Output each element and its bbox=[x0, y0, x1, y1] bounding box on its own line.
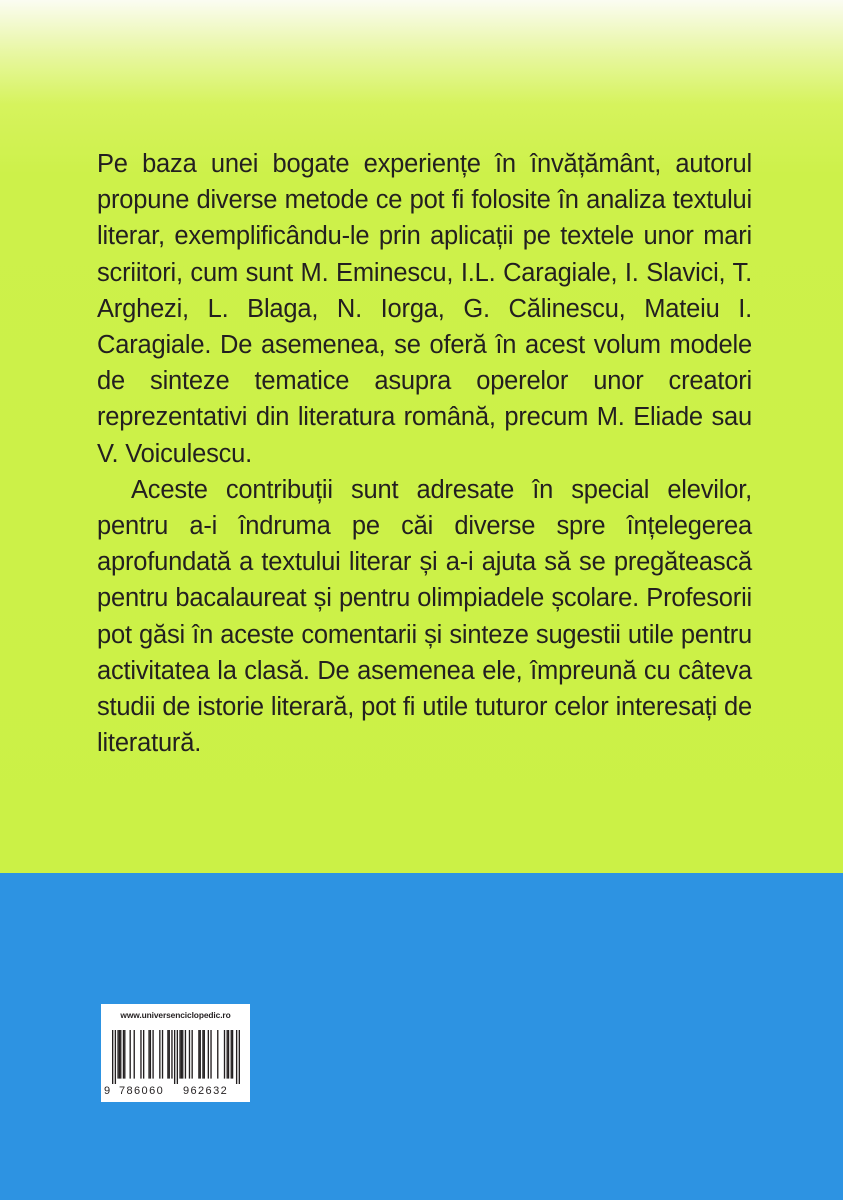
back-cover-blurb bbox=[97, 146, 752, 761]
barcode-bar bbox=[228, 1030, 229, 1079]
barcode-bar bbox=[177, 1030, 178, 1084]
barcode-bar bbox=[115, 1030, 116, 1084]
barcode-bar bbox=[231, 1030, 232, 1079]
barcode-bar bbox=[210, 1030, 211, 1079]
barcode-bar bbox=[140, 1030, 141, 1079]
barcode-bars bbox=[112, 1030, 240, 1084]
barcode-bar bbox=[227, 1030, 228, 1079]
barcode-bar bbox=[185, 1030, 186, 1079]
barcode-bar bbox=[217, 1030, 218, 1079]
barcode-bar bbox=[148, 1030, 149, 1079]
barcode-bar bbox=[150, 1030, 151, 1079]
barcode-bar bbox=[171, 1030, 172, 1079]
barcode-bar bbox=[167, 1030, 168, 1079]
isbn-right-group: 962632 bbox=[183, 1085, 229, 1097]
blurb-paragraph-2: Aceste contribuții sunt adresate în special elevilor, pentru a-i îndruma pe căi diverse spre înțelegerea aprofundată a textului literar și a-i ajuta să se pregătească pentru bacalaureat și pentru olimpiadele școlare. Profesorii pot găsi în aceste comentarii și sinteze sugestii utile pentru activitatea la clasă. De asemenea ele, împreună cu câteva studii de istorie literară, pot fi utile tuturor celor interesați de literatură. bbox=[97, 475, 752, 758]
barcode-bar bbox=[179, 1030, 180, 1079]
barcode-bar bbox=[117, 1030, 118, 1079]
blurb-paragraph-1: Pe baza unei bogate experiențe în învățământ, autorul propune diverse metode ce pot fi folosite în analiza textului literar, exemplificându-le prin aplicații pe textele unor mari scriitori, cum sunt M. Eminescu, I.L. Caragiale, I. Slavici, T. Arghezi, L. Blaga, N. Iorga, G. Călinescu, Mateiu I. Caragiale. De asemenea, se oferă în acest volum modele de sinteze tematice asupra operelor unor creatori reprezentativi din literatura română, precum M. Eliade sau V. Voiculescu. bbox=[97, 150, 752, 468]
barcode-bar bbox=[200, 1030, 201, 1079]
barcode-bar bbox=[236, 1030, 237, 1084]
barcode-bar bbox=[162, 1030, 163, 1079]
barcode-bar bbox=[189, 1030, 190, 1079]
barcode-bar bbox=[130, 1030, 131, 1079]
isbn-barcode-label bbox=[101, 1004, 250, 1102]
publisher-website: www.universenciclopedic.ro bbox=[120, 1010, 231, 1020]
barcode-bar bbox=[134, 1030, 135, 1079]
barcode-bar bbox=[112, 1030, 113, 1084]
barcode-bar bbox=[224, 1030, 225, 1079]
barcode-bar bbox=[191, 1030, 192, 1079]
barcode-bar bbox=[202, 1030, 203, 1079]
barcode-bar bbox=[123, 1030, 124, 1079]
barcode-bar bbox=[169, 1030, 170, 1079]
barcode-bar bbox=[119, 1030, 120, 1079]
barcode-bar bbox=[159, 1030, 160, 1079]
barcode-bar bbox=[124, 1030, 125, 1079]
barcode-bar bbox=[120, 1030, 121, 1079]
barcode-bar bbox=[204, 1030, 205, 1079]
barcode-bar bbox=[152, 1030, 153, 1079]
isbn-first-digit: 9 bbox=[104, 1085, 111, 1097]
isbn-left-group: 786060 bbox=[119, 1085, 165, 1097]
barcode-bar bbox=[208, 1030, 209, 1079]
barcode-bar bbox=[181, 1030, 182, 1079]
barcode-bar bbox=[198, 1030, 199, 1079]
barcode-bar bbox=[182, 1030, 183, 1079]
barcode-bar bbox=[232, 1030, 233, 1079]
isbn-number bbox=[101, 1085, 250, 1099]
barcode-bar bbox=[239, 1030, 240, 1084]
barcode-bar bbox=[174, 1030, 175, 1084]
barcode-bar bbox=[143, 1030, 144, 1079]
